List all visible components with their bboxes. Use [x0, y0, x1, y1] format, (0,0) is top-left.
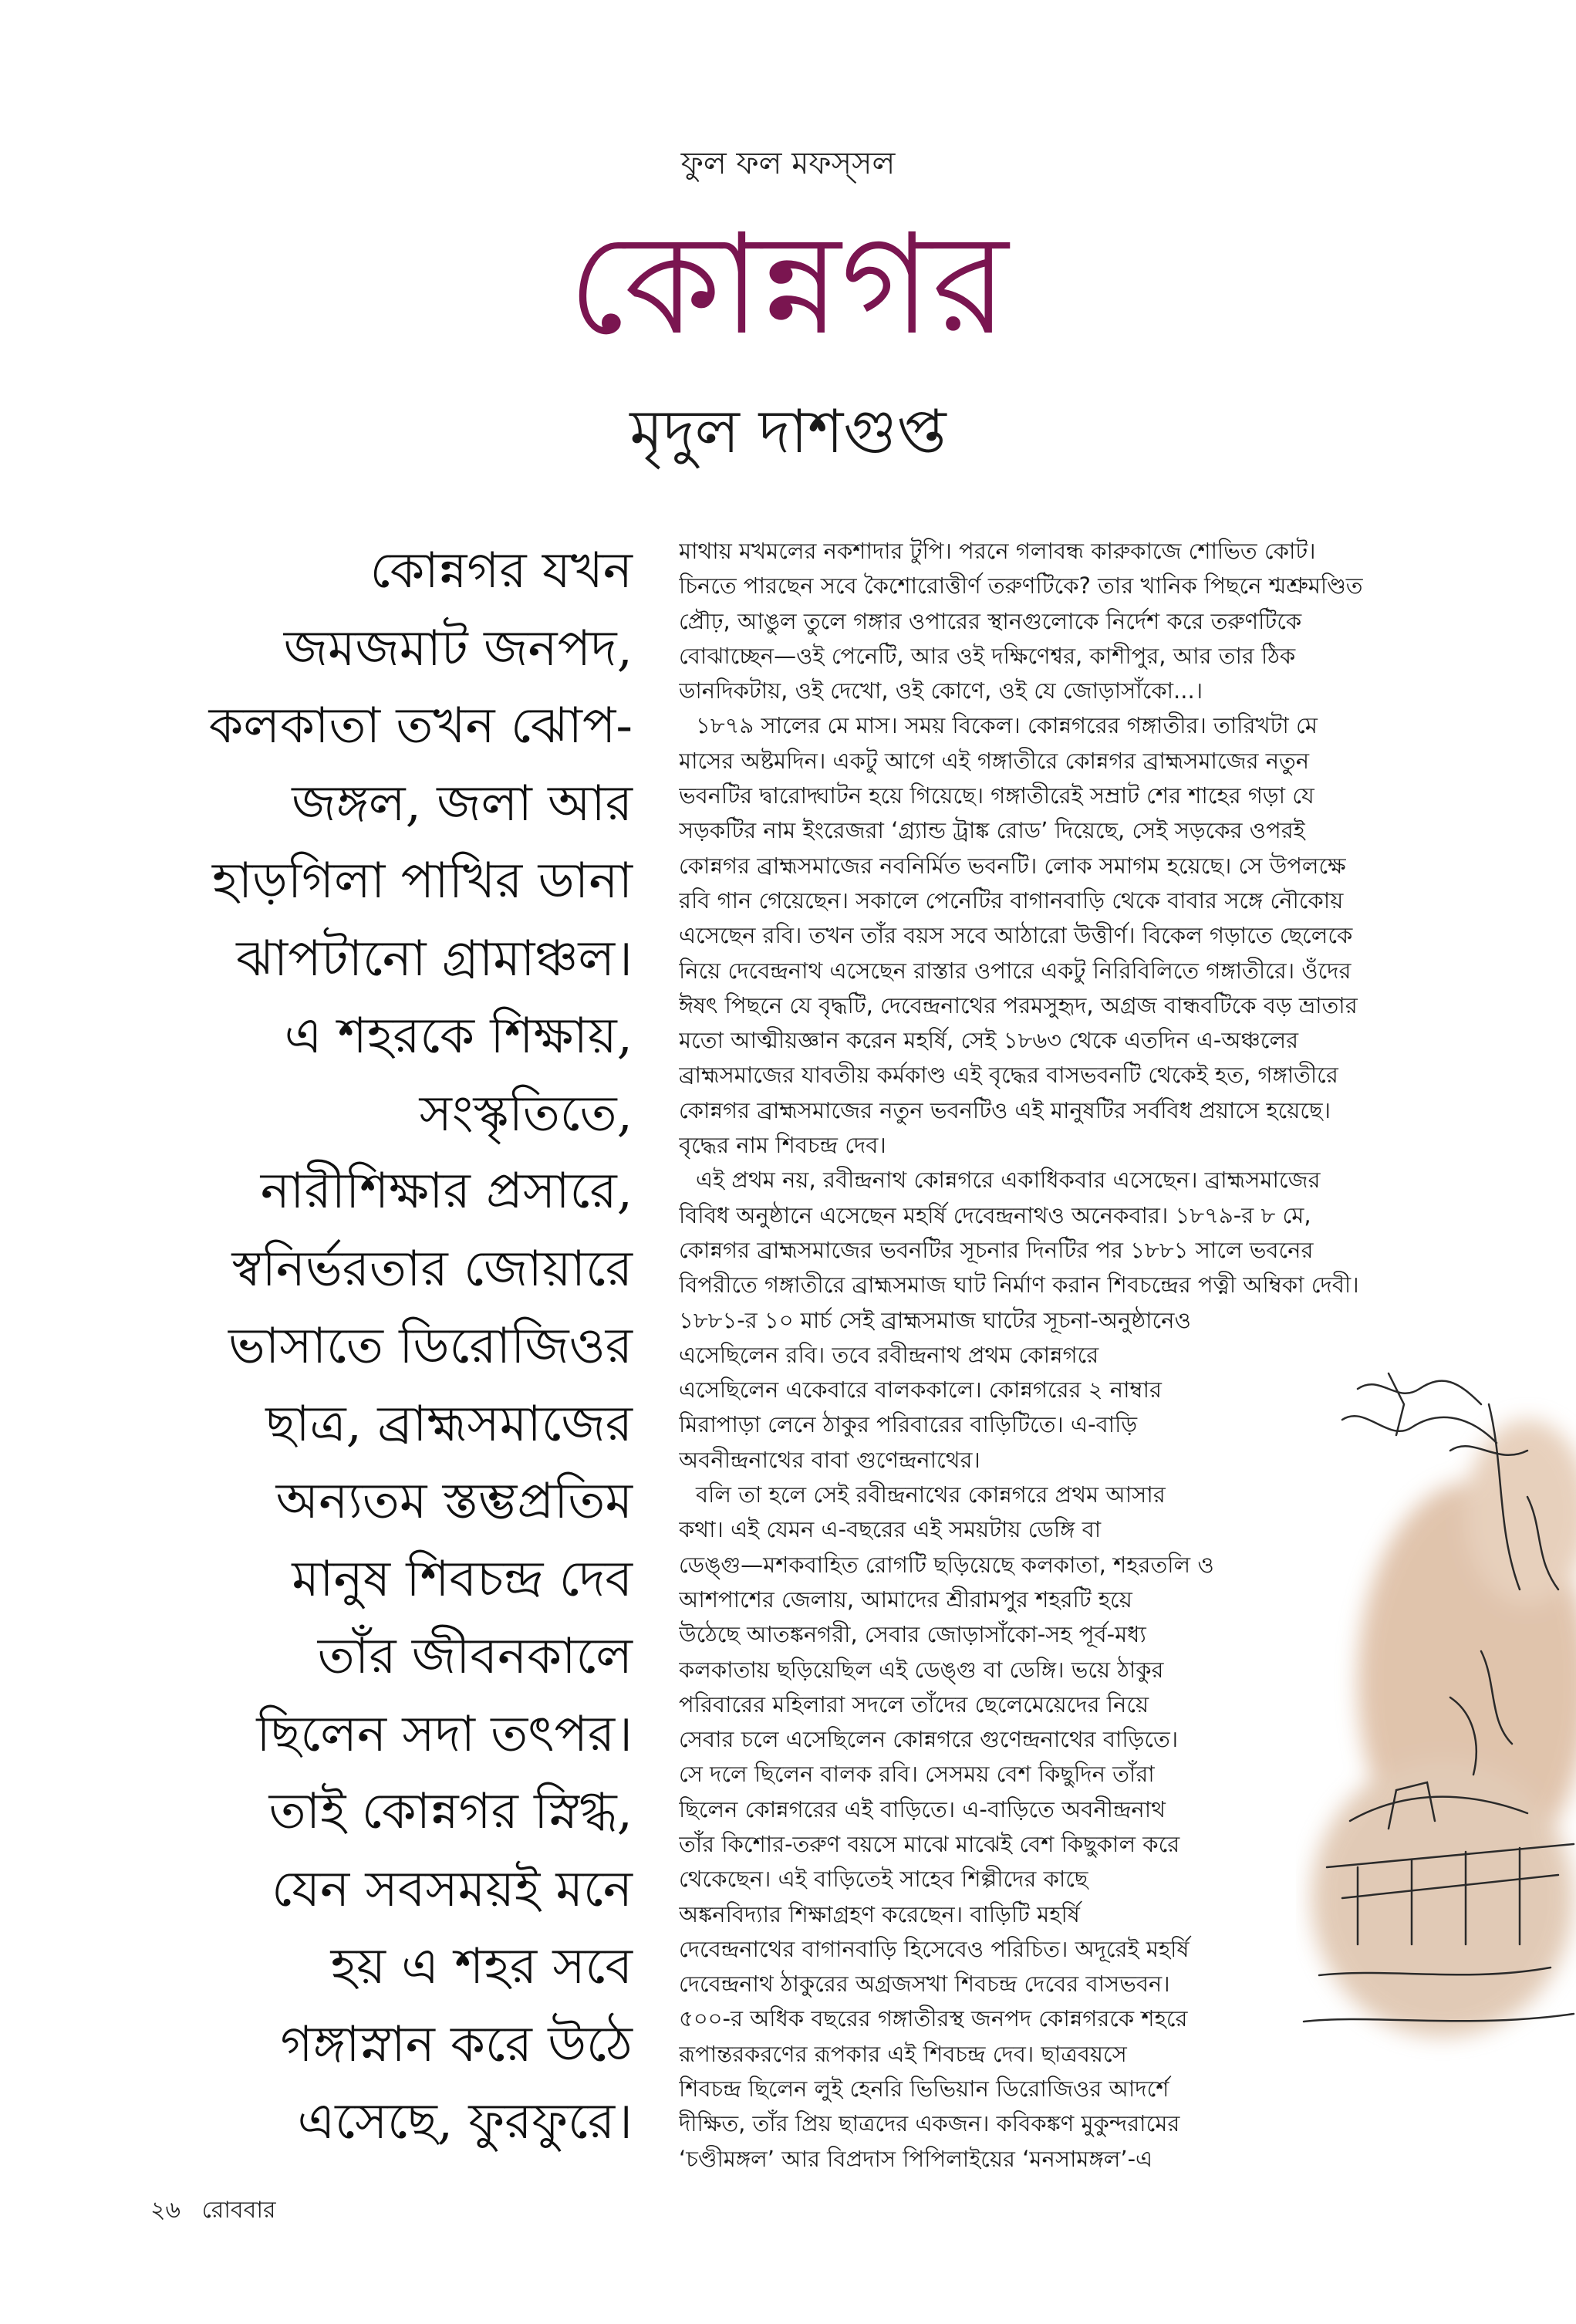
- town-sketch-illustration: [1296, 1358, 1576, 2099]
- page-footer: [150, 2191, 290, 2231]
- body-line: সেবার চলে এসেছিলেন কোন্নগরে গুণেন্দ্রনাথের বাড়িতে।: [679, 1726, 1179, 1753]
- body-line: ডেঙ্গু—মশকবাহিত রোগটি ছড়িয়েছে কলকাতা, শহরতলি ও: [679, 1551, 1214, 1578]
- body-line: এসেছিলেন রবি। তবে রবীন্দ্রনাথ প্রথম কোন্নগরে: [679, 1341, 1099, 1368]
- body-line: এসেছিলেন একেবারে বালককালে। কোন্নগরের ২ নাম্বার: [679, 1376, 1162, 1404]
- pull-quote-line: তাই কোন্নগর স্নিগ্ধ,: [268, 1783, 633, 1840]
- body-line: ১৮৮১-র ১০ মার্চ সেই ব্রাহ্মসমাজ ঘাটের সূচনা-অনুষ্ঠানেও: [679, 1306, 1191, 1333]
- body-line: রবি গান গেয়েছেন। সকালে পেনেটির বাগানবাড়ি থেকে বাবার সঙ্গে নৌকোয়: [679, 887, 1344, 914]
- body-line: ছিলেন কোন্নগরের এই বাড়িতে। এ-বাড়িতে অবনীন্দ্রনাথ: [679, 1795, 1166, 1822]
- pull-quote-line: ছিলেন সদা তৎপর।: [256, 1705, 633, 1763]
- body-line: প্রৌঢ়, আঙুল তুলে গঙ্গার ওপারের স্থানগুলোকে নির্দেশ করে তরুণটিকে: [679, 607, 1302, 634]
- section-label: ফুল ফল মফস্‌সল: [680, 146, 896, 181]
- body-line: বিবিধ অনুষ্ঠানে এসেছেন মহর্ষি দেবেন্দ্রনাথও অনেকবার। ১৮৭৯-র ৮ মে,: [679, 1201, 1311, 1228]
- body-line: কলকাতায় ছড়িয়েছিল এই ডেঙ্গু বা ডেঙ্গি। ভয়ে ঠাকুর: [679, 1656, 1164, 1683]
- pull-quote-line: যেন সবসময়ই মনে: [272, 1860, 633, 1918]
- body-line: রূপান্তরকরণের রূপকার এই শিবচন্দ্র দেব। ছাত্রবয়সে: [679, 2040, 1127, 2067]
- pull-quote-line: এ শহরকে শিক্ষায়,: [284, 1008, 633, 1065]
- body-line: এসেছেন রবি। তখন তাঁর বয়স সবে আঠারো উত্তীর্ণ। বিকেল গড়াতে ছেলেকে: [679, 922, 1353, 949]
- author-name: মৃদুল দাশগুপ্ত: [629, 397, 947, 467]
- body-line: নিয়ে দেবেন্দ্রনাথ এসেছেন রাস্তার ওপারে একটু নিরিবিলিতে গঙ্গাতীরে। ওঁদের: [679, 957, 1352, 984]
- body-line: বিপরীতে গঙ্গাতীরে ব্রাহ্মসমাজ ঘাট নির্মাণ করান শিবচন্দ্রের পত্নী অম্বিকা দেবী।: [679, 1272, 1359, 1299]
- pull-quote: [131, 532, 633, 2161]
- body-line: পরিবারের মহিলারা সদলে তাঁদের ছেলেমেয়েদের নিয়ে: [679, 1691, 1149, 1718]
- body-line: ব্রাহ্মসমাজের যাবতীয় কর্মকাণ্ড এই বৃদ্ধের বাসভবনটি থেকেই হত, গঙ্গাতীরে: [679, 1062, 1338, 1089]
- body-line: মিরাপাড়া লেনে ঠাকুর পরিবারের বাড়িটিতে। এ-বাড়ি: [679, 1411, 1138, 1438]
- pull-quote-line: জমজমাট জনপদ,: [283, 620, 633, 677]
- body-line: মতো আত্মীয়জ্ঞান করেন মহর্ষি, সেই ১৮৬৩ থেকে এতদিন এ-অঞ্চলের: [679, 1027, 1299, 1054]
- body-line: দেবেন্দ্রনাথ ঠাকুরের অগ্রজসখা শিবচন্দ্র দেবের বাসভবন।: [679, 1971, 1170, 1998]
- body-line: কোন্নগর ব্রাহ্মসমাজের নতুন ভবনটিও এই মানুষটির সর্ববিধ প্রয়াসে হয়েছে।: [679, 1096, 1331, 1123]
- body-line: এই প্রথম নয়, রবীন্দ্রনাথ কোন্নগরে একাধিকবার এসেছেন। ব্রাহ্মসমাজের: [696, 1167, 1321, 1194]
- pull-quote-line: গঙ্গাস্নান করে উঠে: [280, 2015, 633, 2073]
- body-line: অবনীন্দ্রনাথের বাবা গুণেন্দ্রনাথের।: [679, 1446, 980, 1473]
- body-line: ভবনটির দ্বারোদ্ঘাটন হয়ে গিয়েছে। গঙ্গাতীরেই সম্রাট শের শাহের গড়া যে: [679, 782, 1314, 809]
- body-line: বোঝাচ্ছেন—ওই পেনেটি, আর ওই দক্ষিণেশ্বর, কাশীপুর, আর তার ঠিক: [679, 642, 1296, 669]
- pull-quote-line: হয় এ শহর সবে: [330, 1938, 633, 1995]
- body-line: সে দলে ছিলেন বালক রবি। সেসময় বেশ কিছুদিন তাঁরা: [679, 1761, 1155, 1788]
- pull-quote-line: নারীশিক্ষার প্রসারে,: [260, 1163, 633, 1220]
- pull-quote-line: ঝাপটানো গ্রামাঞ্চল।: [236, 930, 633, 988]
- pull-quote-line: কোন্নগর যখন: [370, 542, 633, 600]
- body-line: ঈষৎ পিছনে যে বৃদ্ধটি, দেবেন্দ্রনাথের পরমসুহৃদ, অগ্রজ বান্ধবটিকে বড় ভ্রাতার: [679, 991, 1358, 1018]
- body-line: দীক্ষিত, তাঁর প্রিয় ছাত্রদের একজন। কবিকঙ্কণ মুকুন্দরামের: [679, 2110, 1180, 2137]
- body-line: দেবেন্দ্রনাথের বাগানবাড়ি হিসেবেও পরিচিত। অদূরেই মহর্ষি: [679, 1935, 1190, 1962]
- body-line: উঠেছে আতঙ্কনগরী, সেবার জোড়াসাঁকো-সহ পূর্ব-মধ্য: [679, 1621, 1146, 1648]
- pull-quote-line: এসেছে, ফুরফুরে।: [297, 2093, 633, 2150]
- body-line: মাথায় মখমলের নকশাদার টুপি। পরনে গলাবন্ধ কারুকাজে শোভিত কোট।: [679, 538, 1316, 564]
- pull-quote-line: অন্যতম স্তম্ভপ্রতিম: [275, 1473, 633, 1530]
- body-line: কোন্নগর ব্রাহ্মসমাজের নবনির্মিত ভবনটি। লোক সমাগম হয়েছে। সে উপলক্ষে: [679, 852, 1346, 879]
- body-line: সড়কটির নাম ইংরেজরা ‘গ্র্যান্ড ট্রাঙ্ক রোড’ দিয়েছে, সেই সড়কের ওপরই: [679, 817, 1305, 844]
- page-title: কোন্নগর: [568, 204, 1008, 366]
- pull-quote-line: স্বনির্ভরতার জোয়ারে: [231, 1240, 633, 1298]
- body-line: ‘চণ্ডীমঙ্গল’ আর বিপ্রদাস পিপিলাইয়ের ‘মনসামঙ্গল’-এ: [679, 2145, 1153, 2172]
- pull-quote-line: হাড়গিলা পাখির ডানা: [211, 853, 633, 910]
- body-line: চিনতে পারছেন সবে কৈশোরোত্তীর্ণ তরুণটিকে? তার খানিক পিছনে শ্মশ্রুমণ্ডিত: [679, 573, 1363, 600]
- body-line: অঙ্কনবিদ্যার শিক্ষাগ্রহণ করেছেন। বাড়িটি মহর্ষি: [679, 1900, 1080, 1927]
- body-line: বলি তা হলে সেই রবীন্দ্রনাথের কোন্নগরে প্রথম আসার: [696, 1481, 1166, 1508]
- pull-quote-line: ছাত্র, ব্রাহ্মসমাজের: [265, 1395, 633, 1453]
- page-number: ২৬: [150, 2197, 181, 2224]
- body-line: আশপাশের জেলায়, আমাদের শ্রীরামপুর শহরটি হয়ে: [679, 1586, 1132, 1613]
- pull-quote-line: কলকাতা তখন ঝোপ-: [208, 698, 633, 755]
- pull-quote-line: ভাসাতে ডিরোজিওর: [228, 1318, 633, 1375]
- body-line: থেকেছেন। এই বাড়িতেই সাহেব শিল্পীদের কাছে: [679, 1866, 1088, 1893]
- body-line: ৫০০-র অধিক বছরের গঙ্গাতীরস্থ জনপদ কোন্নগরকে শহরে: [679, 2005, 1188, 2032]
- publication-name: রোববার: [201, 2197, 276, 2224]
- body-line: কথা। এই যেমন এ-বছরের এই সময়টায় ডেঙ্গি বা: [679, 1516, 1102, 1543]
- body-line: মাসের অষ্টমদিন। একটু আগে এই গঙ্গাতীরে কোন্নগর ব্রাহ্মসমাজের নতুন: [679, 747, 1310, 774]
- body-line: ডানদিকটায়, ওই দেখো, ওই কোণে, ওই যে জোড়াসাঁকো...।: [679, 677, 1203, 704]
- pull-quote-line: সংস্কৃতিতে,: [419, 1085, 633, 1143]
- body-line: তাঁর কিশোর-তরুণ বয়সে মাঝে মাঝেই বেশ কিছুকাল করে: [679, 1830, 1180, 1857]
- body-line: কোন্নগর ব্রাহ্মসমাজের ভবনটির সূচনার দিনটির পর ১৮৮১ সালে ভবনের: [679, 1236, 1314, 1263]
- pull-quote-line: জঙ্গল, জলা আর: [292, 775, 633, 833]
- body-line: শিবচন্দ্র ছিলেন লুই হেনরি ভিভিয়ান ডিরোজিওর আদর্শে: [679, 2076, 1169, 2103]
- body-line: বৃদ্ধের নাম শিবচন্দ্র দেব।: [679, 1132, 886, 1159]
- pull-quote-line: মানুষ শিবচন্দ্র দেব: [292, 1550, 633, 1608]
- body-line: ১৮৭৯ সালের মে মাস। সময় বিকেল। কোন্নগরের গঙ্গাতীর। তারিখটা মে: [696, 712, 1318, 739]
- pull-quote-line: তাঁর জীবনকালে: [317, 1628, 633, 1685]
